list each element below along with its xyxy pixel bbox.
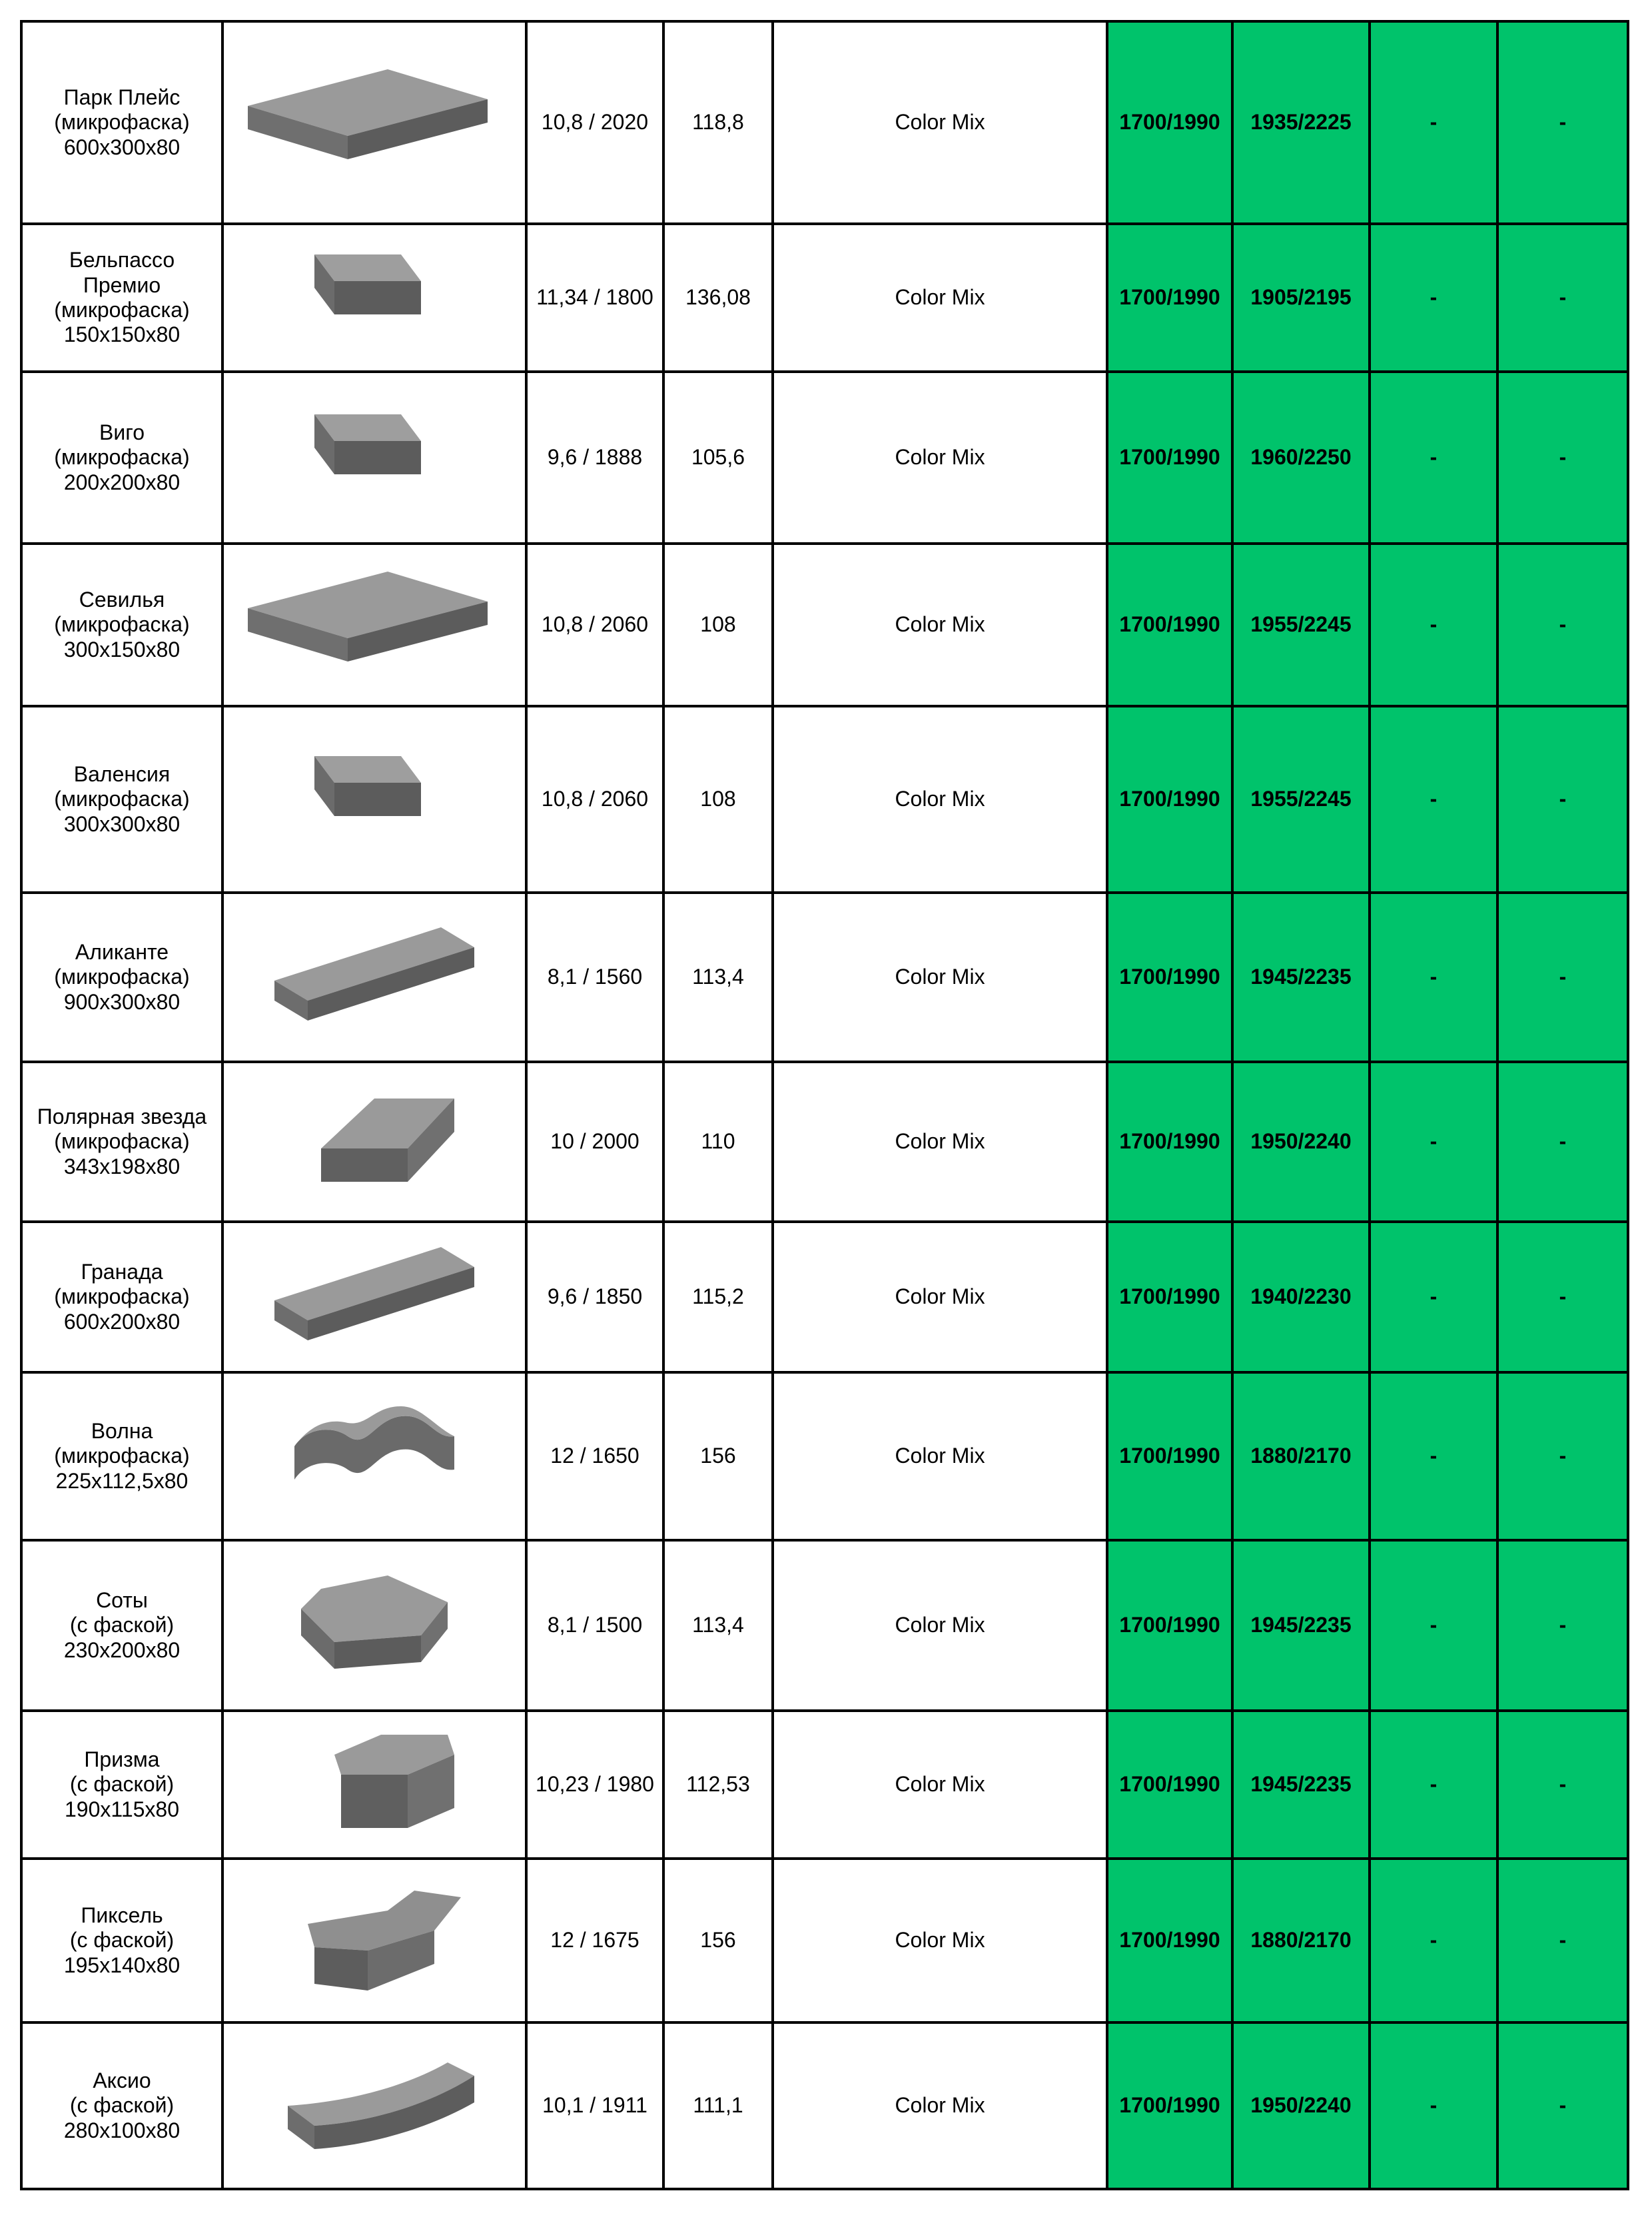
price-1-cell: 1700/1990 [1107, 1222, 1232, 1372]
price-2-cell: 1955/2245 [1232, 706, 1370, 893]
product-name [21, 544, 222, 706]
product-image-cell [222, 893, 526, 1062]
product-name-line: (с фаской) [69, 2093, 175, 2118]
dash-cell: - [1370, 1222, 1497, 1372]
product-image-cell [222, 1372, 526, 1540]
price-1-cell: 1700/1990 [1107, 372, 1232, 544]
product-image-cell [222, 544, 526, 706]
table-row [21, 1222, 1628, 1372]
ratio-cell: 10 / 2000 [526, 1062, 663, 1222]
table-row [21, 2022, 1628, 2189]
table-row [21, 1540, 1628, 1711]
color-cell: Color Mix [773, 224, 1107, 372]
long-paver-image [234, 1240, 514, 1354]
product-name [21, 1222, 222, 1372]
table-row [21, 1859, 1628, 2022]
price-1-cell: 1700/1990 [1107, 21, 1232, 224]
product-name-line: 200х200х80 [63, 470, 181, 494]
ratio-cell: 12 / 1675 [526, 1859, 663, 2022]
ratio-cell: 8,1 / 1500 [526, 1540, 663, 1711]
color-cell: Color Mix [773, 706, 1107, 893]
value-cell: 118,8 [663, 21, 773, 224]
product-name-line: (микрофаска) [54, 612, 190, 637]
product-name-line: Премио [83, 272, 161, 297]
dash-cell: - [1497, 1222, 1628, 1372]
product-image-cell [222, 1222, 526, 1372]
color-cell: Color Mix [773, 21, 1107, 224]
product-name-line: Бельпассо [69, 248, 175, 272]
color-cell: Color Mix [773, 1222, 1107, 1372]
product-image-cell [222, 706, 526, 893]
price-1-cell: 1700/1990 [1107, 544, 1232, 706]
dash-cell: - [1370, 1859, 1497, 2022]
value-cell: 115,2 [663, 1222, 773, 1372]
dash-cell: - [1497, 224, 1628, 372]
product-name [21, 706, 222, 893]
product-name-line: 300х150х80 [63, 637, 181, 662]
pixel-paver-image [234, 1884, 514, 1997]
table-row [21, 544, 1628, 706]
price-1-cell: 1700/1990 [1107, 224, 1232, 372]
dash-cell: - [1497, 1711, 1628, 1859]
wave-paver-image [234, 1400, 514, 1513]
table-row [21, 1372, 1628, 1540]
product-name-line: (микрофаска) [54, 1444, 190, 1468]
product-name-line: 225х112,5х80 [55, 1468, 189, 1493]
square-paver-image [234, 241, 514, 354]
product-image-cell [222, 372, 526, 544]
price-2-cell: 1955/2245 [1232, 544, 1370, 706]
dash-cell: - [1497, 1062, 1628, 1222]
value-cell: 105,6 [663, 372, 773, 544]
price-2-cell: 1950/2240 [1232, 2022, 1370, 2189]
value-cell: 156 [663, 1372, 773, 1540]
color-cell: Color Mix [773, 1372, 1107, 1540]
product-name-line: Севилья [79, 587, 165, 612]
dash-cell: - [1370, 706, 1497, 893]
square-paver-image [234, 401, 514, 514]
product-name [21, 372, 222, 544]
product-name-line: (с фаской) [69, 1928, 175, 1953]
product-name [21, 224, 222, 372]
price-2-cell: 1950/2240 [1232, 1062, 1370, 1222]
long-paver-image [234, 921, 514, 1034]
product-name-line: (микрофаска) [54, 787, 190, 811]
rectangular-paver-image [234, 66, 514, 179]
color-cell: Color Mix [773, 2022, 1107, 2189]
color-cell: Color Mix [773, 544, 1107, 706]
ratio-cell: 10,8 / 2020 [526, 21, 663, 224]
product-name-line: Гранада [81, 1259, 163, 1284]
table-row [21, 893, 1628, 1062]
color-cell: Color Mix [773, 1711, 1107, 1859]
product-name [21, 1372, 222, 1540]
ratio-cell: 9,6 / 1850 [526, 1222, 663, 1372]
color-cell: Color Mix [773, 372, 1107, 544]
product-name-line: Полярная звезда [37, 1104, 207, 1128]
price-2-cell: 1905/2195 [1232, 224, 1370, 372]
curved-paver-image [234, 2049, 514, 2162]
dash-cell: - [1497, 372, 1628, 544]
product-name-line: (микрофаска) [54, 1129, 190, 1154]
price-2-cell: 1945/2235 [1232, 1711, 1370, 1859]
ratio-cell: 10,8 / 2060 [526, 544, 663, 706]
table-row [21, 1062, 1628, 1222]
product-name-line: (микрофаска) [54, 965, 190, 989]
dash-cell: - [1370, 372, 1497, 544]
price-2-cell: 1945/2235 [1232, 893, 1370, 1062]
dash-cell: - [1370, 1711, 1497, 1859]
table-row [21, 372, 1628, 544]
product-name-line: Валенсия [73, 761, 171, 786]
product-name-line: Виго [99, 420, 145, 444]
price-1-cell: 1700/1990 [1107, 706, 1232, 893]
price-1-cell: 1700/1990 [1107, 1859, 1232, 2022]
value-cell: 136,08 [663, 224, 773, 372]
product-name [21, 1540, 222, 1711]
ratio-cell: 10,8 / 2060 [526, 706, 663, 893]
table-row [21, 706, 1628, 893]
dash-cell: - [1370, 1062, 1497, 1222]
product-name [21, 1062, 222, 1222]
product-name-line: (микрофаска) [54, 1284, 190, 1309]
value-cell: 113,4 [663, 1540, 773, 1711]
color-cell: Color Mix [773, 1859, 1107, 2022]
rhombus-paver-image [234, 1085, 514, 1198]
product-name-line: Аксио [93, 2068, 151, 2092]
price-1-cell: 1700/1990 [1107, 2022, 1232, 2189]
value-cell: 156 [663, 1859, 773, 2022]
product-image-cell [222, 1711, 526, 1859]
price-2-cell: 1940/2230 [1232, 1222, 1370, 1372]
product-name-line: (микрофаска) [54, 298, 190, 322]
product-name-line: Парк Плейс [63, 85, 181, 109]
prism-paver-image [234, 1728, 514, 1841]
product-image-cell [222, 21, 526, 224]
product-image-cell [222, 2022, 526, 2189]
value-cell: 113,4 [663, 893, 773, 1062]
ratio-cell: 8,1 / 1560 [526, 893, 663, 1062]
product-name-line: 150х150х80 [63, 322, 181, 347]
price-1-cell: 1700/1990 [1107, 1062, 1232, 1222]
product-name-line: 190х115х80 [65, 1797, 179, 1821]
price-2-cell: 1880/2170 [1232, 1372, 1370, 1540]
product-name-line: 195х140х80 [63, 1953, 181, 1977]
price-2-cell: 1880/2170 [1232, 1859, 1370, 2022]
product-image-cell [222, 1859, 526, 2022]
dash-cell: - [1497, 544, 1628, 706]
price-2-cell: 1935/2225 [1232, 21, 1370, 224]
product-name-line: 900х300х80 [63, 989, 181, 1014]
price-1-cell: 1700/1990 [1107, 1540, 1232, 1711]
rectangular-paver-image [234, 568, 514, 681]
product-name-line: 600х200х80 [63, 1309, 181, 1334]
color-cell: Color Mix [773, 1540, 1107, 1711]
color-cell: Color Mix [773, 893, 1107, 1062]
price-2-cell: 1945/2235 [1232, 1540, 1370, 1711]
product-name [21, 893, 222, 1062]
dash-cell: - [1370, 2022, 1497, 2189]
product-name-line: 600х300х80 [63, 135, 181, 159]
dash-cell: - [1497, 1540, 1628, 1711]
product-name [21, 1859, 222, 2022]
dash-cell: - [1497, 21, 1628, 224]
product-name-line: 280х100х80 [63, 2118, 181, 2142]
product-name-line: (с фаской) [69, 1613, 175, 1637]
dash-cell: - [1370, 1372, 1497, 1540]
dash-cell: - [1370, 893, 1497, 1062]
value-cell: 111,1 [663, 2022, 773, 2189]
value-cell: 108 [663, 544, 773, 706]
product-image-cell [222, 1540, 526, 1711]
price-1-cell: 1700/1990 [1107, 1711, 1232, 1859]
product-name [21, 1711, 222, 1859]
product-name-line: 300х300х80 [63, 811, 181, 836]
price-1-cell: 1700/1990 [1107, 1372, 1232, 1540]
product-name [21, 21, 222, 224]
product-image-cell [222, 224, 526, 372]
product-name-line: (с фаской) [69, 1772, 175, 1797]
dash-cell: - [1497, 2022, 1628, 2189]
product-name-line: Соты [96, 1587, 148, 1612]
product-name-line: Призма [84, 1747, 160, 1771]
value-cell: 112,53 [663, 1711, 773, 1859]
ratio-cell: 9,6 / 1888 [526, 372, 663, 544]
value-cell: 108 [663, 706, 773, 893]
dash-cell: - [1497, 893, 1628, 1062]
dash-cell: - [1370, 21, 1497, 224]
dash-cell: - [1497, 1372, 1628, 1540]
product-name-line: (микрофаска) [54, 110, 190, 135]
dash-cell: - [1370, 1540, 1497, 1711]
price-1-cell: 1700/1990 [1107, 893, 1232, 1062]
price-2-cell: 1960/2250 [1232, 372, 1370, 544]
ratio-cell: 10,1 / 1911 [526, 2022, 663, 2189]
price-table [20, 20, 1629, 2190]
product-name-line: (микрофаска) [54, 445, 190, 470]
square-paver-image [234, 743, 514, 856]
table-row [21, 224, 1628, 372]
table-row [21, 21, 1628, 224]
product-name [21, 2022, 222, 2189]
product-image-cell [222, 1062, 526, 1222]
dash-cell: - [1370, 224, 1497, 372]
product-name-line: 343х198х80 [63, 1154, 181, 1178]
dash-cell: - [1370, 544, 1497, 706]
hexagon-paver-image [234, 1569, 514, 1682]
product-name-line: 230х200х80 [63, 1637, 181, 1662]
table-row [21, 1711, 1628, 1859]
ratio-cell: 10,23 / 1980 [526, 1711, 663, 1859]
color-cell: Color Mix [773, 1062, 1107, 1222]
product-name-line: Пиксель [81, 1903, 163, 1927]
product-name-line: Волна [91, 1418, 153, 1443]
product-name-line: Аликанте [75, 939, 169, 964]
dash-cell: - [1497, 706, 1628, 893]
ratio-cell: 11,34 / 1800 [526, 224, 663, 372]
value-cell: 110 [663, 1062, 773, 1222]
dash-cell: - [1497, 1859, 1628, 2022]
ratio-cell: 12 / 1650 [526, 1372, 663, 1540]
